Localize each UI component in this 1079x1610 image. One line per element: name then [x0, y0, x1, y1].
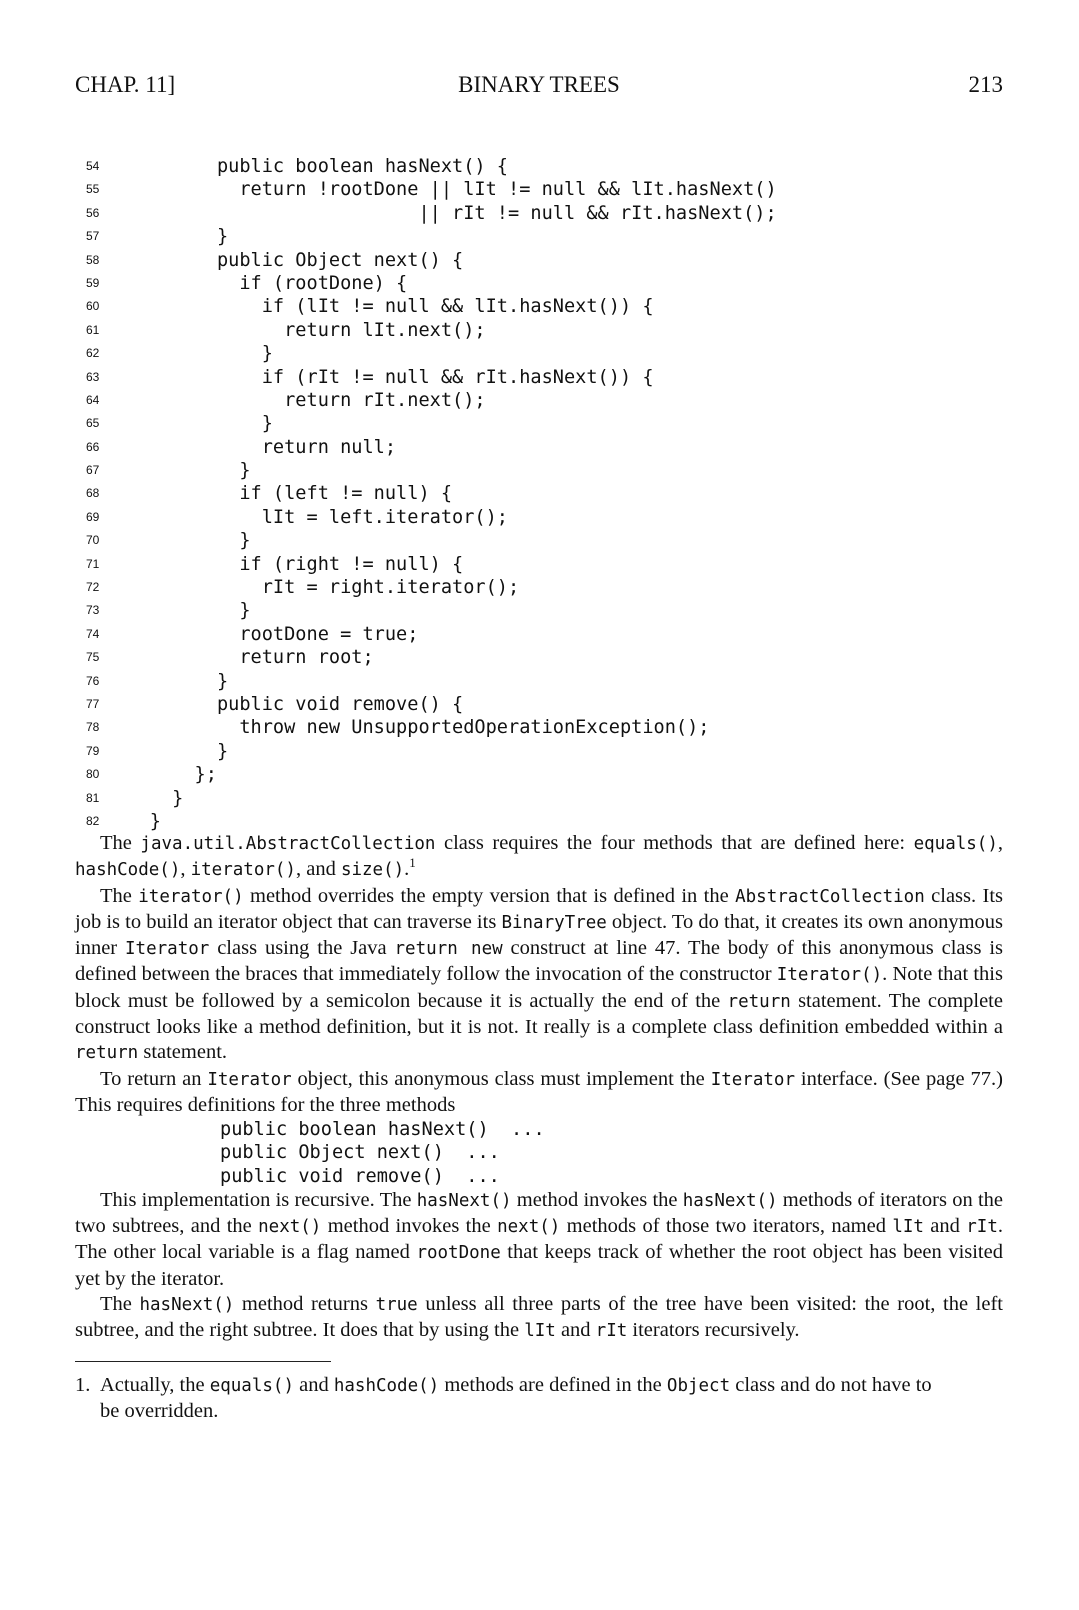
- inline-code: return new: [394, 939, 503, 960]
- paragraph: [75, 1188, 1003, 1292]
- inline-code: rootDone: [416, 1243, 501, 1264]
- inline-code: Iterator: [207, 1069, 292, 1090]
- line-number: 82: [86, 813, 100, 828]
- inline-code: Iterator: [710, 1069, 795, 1090]
- code-text: }: [105, 226, 229, 248]
- method-list: [75, 1118, 1003, 1188]
- code-text: }: [105, 600, 251, 622]
- line-number: 66: [86, 439, 100, 454]
- text-run: statement.: [138, 1041, 228, 1064]
- text-run: , and: [295, 858, 341, 881]
- code-text: if (left != null) {: [105, 483, 453, 505]
- paragraph: [75, 1067, 1003, 1119]
- code-line: [0, 178, 1079, 201]
- code-text: }: [105, 810, 161, 832]
- chapter-label: CHAP. 11]: [75, 72, 176, 97]
- line-number: 65: [86, 416, 100, 431]
- text-run: class. Its job is to build an iterator object that can traverse its: [75, 884, 1004, 933]
- code-line: [0, 319, 1079, 342]
- inline-code: AbstractCollection: [735, 886, 925, 907]
- inline-code: hasNext(): [682, 1190, 778, 1211]
- code-line: [0, 506, 1079, 529]
- code-line: [0, 389, 1079, 412]
- text-run: statement. The complete construct looks like a method definition, but it is not. It really is a complete class definition embedded within a: [75, 989, 1003, 1039]
- line-number: 55: [86, 182, 100, 197]
- text-run: The: [100, 1293, 140, 1316]
- inline-code: rIt: [966, 1217, 998, 1238]
- code-text: return rIt.next();: [105, 389, 486, 411]
- text-run: and: [293, 1374, 334, 1396]
- code-line: [0, 646, 1079, 669]
- code-line: [0, 740, 1079, 763]
- inline-code: true: [375, 1295, 418, 1316]
- line-number: 67: [86, 463, 100, 478]
- inline-code: hashCode(): [333, 1376, 440, 1396]
- line-number: 59: [86, 275, 100, 290]
- code-line: [0, 482, 1079, 505]
- text-run: . The other local variable is a flag named: [75, 1215, 1003, 1264]
- code-line: [0, 342, 1079, 365]
- text-run: .: [404, 858, 410, 881]
- line-number: 71: [86, 556, 100, 571]
- page-number: 213: [968, 72, 1003, 97]
- line-number: 76: [86, 673, 100, 688]
- footnote-rule: [75, 1361, 331, 1362]
- code-text: rIt = right.iterator();: [105, 577, 520, 599]
- code-line: [0, 202, 1079, 225]
- line-number: 81: [86, 790, 100, 805]
- inline-code: lIt: [892, 1217, 924, 1238]
- line-number: 62: [86, 346, 100, 361]
- code-text: throw new UnsupportedOperationException();: [105, 717, 710, 739]
- paragraph: [75, 831, 1003, 884]
- code-text: }: [105, 670, 229, 692]
- code-text: public void remove() {: [105, 693, 464, 715]
- text-run: class requires the four methods that are defined here:: [435, 832, 914, 854]
- code-line: [0, 249, 1079, 272]
- inline-code: size(): [340, 860, 405, 881]
- line-number: 77: [86, 696, 100, 711]
- code-line: [0, 599, 1079, 622]
- inline-code: Object: [666, 1376, 731, 1396]
- code-line: [0, 272, 1079, 295]
- inline-code: iterator(): [190, 860, 296, 881]
- running-header: [75, 70, 1003, 100]
- inline-code: Iterator(): [776, 965, 883, 986]
- line-number: 58: [86, 252, 100, 267]
- text-run: iterators recursively.: [627, 1319, 800, 1342]
- code-line: [0, 436, 1079, 459]
- text-run: interface. (See page 77.) This requires definitions for the three methods: [75, 1067, 1004, 1116]
- paragraph: [75, 884, 1003, 1067]
- text-run: To return an: [100, 1067, 208, 1090]
- code-line: [0, 576, 1079, 599]
- text-run: methods of those two iterators, named: [560, 1215, 893, 1238]
- code-text: return !rootDone || lIt != null && lIt.hasNext(): [105, 179, 777, 201]
- text-run: method invokes the: [511, 1188, 683, 1211]
- footnote-marker: 1: [409, 855, 416, 871]
- code-text: }: [105, 460, 251, 482]
- text-run: object. To do that, it creates its own anonymous inner: [75, 910, 1003, 960]
- inline-code: next(): [497, 1217, 561, 1238]
- code-line: [0, 763, 1079, 786]
- code-text: }: [105, 787, 184, 809]
- footnote-text: [100, 1373, 955, 1425]
- code-line: [0, 225, 1079, 248]
- inline-code: return: [75, 1043, 139, 1064]
- code-text: }: [105, 530, 251, 552]
- code-line: [0, 716, 1079, 739]
- text-run: The: [100, 832, 141, 854]
- inline-code: return: [727, 991, 791, 1012]
- line-number: 79: [86, 743, 100, 758]
- text-run: methods are defined in the: [439, 1374, 667, 1396]
- code-line: [0, 810, 1079, 833]
- code-line: [0, 670, 1079, 693]
- code-text: public Object next() {: [105, 249, 464, 271]
- line-number: 78: [86, 720, 100, 735]
- line-number: 70: [86, 533, 100, 548]
- code-text: }: [105, 740, 229, 762]
- line-number: 64: [86, 392, 100, 407]
- code-text: };: [105, 764, 217, 786]
- line-number: 69: [86, 509, 100, 524]
- text-run: The: [100, 884, 139, 907]
- text-run: construct at line 47. The body of this anonymous class is defined between the braces that immediately follow the invocation of the constructor: [75, 937, 1004, 986]
- code-line: [0, 787, 1079, 810]
- body-text: [75, 831, 1003, 1345]
- inline-code: equals(): [209, 1376, 294, 1396]
- line-number: 68: [86, 486, 100, 501]
- line-number: 73: [86, 603, 100, 618]
- text-run: object, this anonymous class must implement the: [291, 1067, 711, 1090]
- code-text: return lIt.next();: [105, 319, 486, 341]
- inline-code: BinaryTree: [501, 912, 607, 933]
- text-run: . Note that this block must be followed by a semicolon because it is actually the end of the: [75, 963, 1003, 1012]
- line-number: 72: [86, 580, 100, 595]
- method-signature: public boolean hasNext() ...: [220, 1119, 545, 1141]
- line-number: 54: [86, 159, 100, 173]
- text-run: and: [923, 1215, 967, 1238]
- code-text: if (rIt != null && rIt.hasNext()) {: [105, 366, 654, 388]
- text-run: and: [555, 1319, 596, 1342]
- code-text: lIt = left.iterator();: [105, 506, 508, 528]
- code-line: [0, 366, 1079, 389]
- text-run: ,: [997, 832, 1004, 854]
- footnote-number: 1.: [75, 1374, 91, 1396]
- inline-code: hasNext(): [139, 1295, 235, 1316]
- code-text: }: [105, 413, 273, 435]
- text-run: ,: [180, 858, 191, 881]
- code-line: [0, 693, 1079, 716]
- code-line: [0, 459, 1079, 482]
- line-number: 63: [86, 369, 100, 384]
- paragraph: [75, 1292, 1003, 1345]
- code-text: public boolean hasNext() {: [105, 156, 508, 177]
- inline-code: next(): [258, 1217, 322, 1238]
- footnote: [75, 1373, 955, 1425]
- code-text: if (right != null) {: [105, 553, 464, 575]
- code-text: if (lIt != null && lIt.hasNext()) {: [105, 296, 654, 318]
- code-line: [0, 553, 1079, 576]
- inline-code: lIt: [524, 1321, 556, 1342]
- code-text: || rIt != null && rIt.hasNext();: [105, 202, 777, 224]
- line-number: 75: [86, 650, 100, 665]
- text-run: method returns: [234, 1293, 376, 1316]
- line-number: 61: [86, 322, 100, 337]
- text-run: Actually, the: [100, 1374, 210, 1396]
- text-run: class and do not have to be overridden.: [100, 1374, 932, 1423]
- code-text: return null;: [105, 436, 397, 458]
- text-run: class using the Java: [209, 937, 395, 960]
- method-signature: public Object next() ...: [220, 1142, 500, 1164]
- text-run: method overrides the empty version that is defined in the: [243, 884, 736, 907]
- line-number: 80: [86, 767, 100, 782]
- code-line: [0, 155, 1079, 178]
- text-run: This implementation is recursive. The: [100, 1188, 417, 1211]
- inline-code: iterator(): [138, 886, 244, 907]
- code-text: rootDone = true;: [105, 623, 419, 645]
- code-line: [0, 623, 1079, 646]
- line-number: 60: [86, 299, 100, 314]
- inline-code: hashCode(): [75, 860, 181, 881]
- line-number: 74: [86, 626, 100, 641]
- code-line: [0, 529, 1079, 552]
- code-line: [0, 295, 1079, 318]
- text-run: that keeps track of whether the root object has been visited yet by the iterator.: [75, 1241, 1003, 1290]
- code-line: [0, 412, 1079, 435]
- inline-code: hasNext(): [416, 1190, 512, 1211]
- method-signature: public void remove() ...: [220, 1165, 500, 1187]
- inline-code: rIt: [595, 1321, 628, 1342]
- line-number: 57: [86, 229, 100, 244]
- inline-code: Iterator: [125, 939, 210, 960]
- line-number: 56: [86, 205, 100, 220]
- code-text: return root;: [105, 647, 374, 669]
- inline-code: equals(): [913, 834, 998, 854]
- code-listing: [0, 155, 1079, 833]
- text-run: method invokes the: [321, 1215, 498, 1238]
- chapter-title: BINARY TREES: [458, 72, 620, 97]
- inline-code: java.util.AbstractCollection: [140, 834, 436, 854]
- code-text: if (rootDone) {: [105, 272, 408, 294]
- text-run: methods of iterators on the two subtrees, and the: [75, 1188, 1003, 1238]
- text-run: unless all three parts of the tree have been visited: the root, the left subtree, and the right subtree. It does that by using the: [75, 1293, 1003, 1342]
- code-text: }: [105, 343, 273, 365]
